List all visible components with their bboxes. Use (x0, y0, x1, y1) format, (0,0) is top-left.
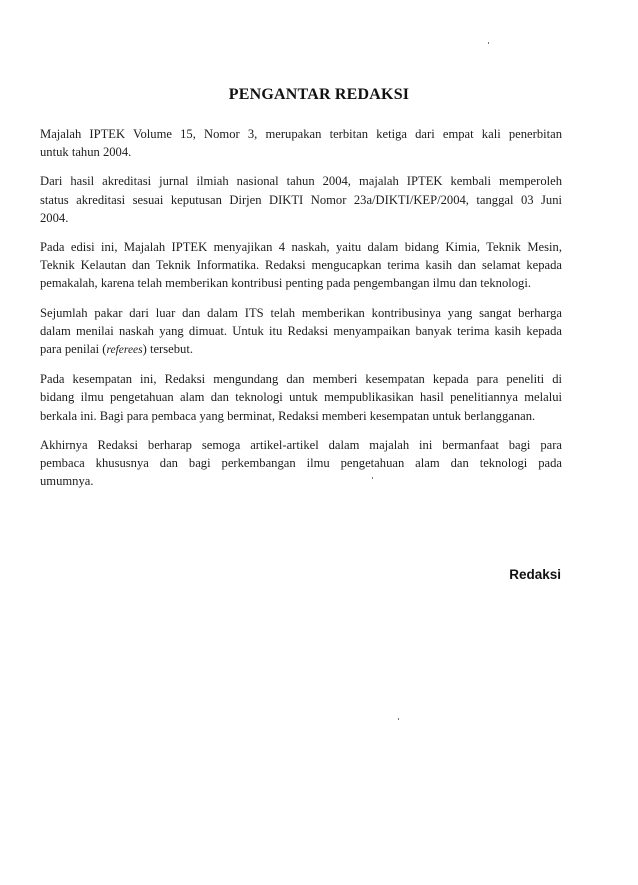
paragraph-line: umumnya. (40, 474, 94, 489)
paragraph-line: berkala ini. Bagi para pembaca yang berminat, Redaksi memberi kesempatan untuk berlangganan. (40, 408, 536, 423)
paragraph-line: Sejumlah pakar dari luar dan dalam ITS telah memberikan kontribusinya yang sangat berharga (40, 305, 562, 320)
paragraph-line: Pada edisi ini, Majalah IPTEK menyajikan 4 naskah, yaitu dalam bidang Kimia, Teknik Mesin, (40, 240, 562, 255)
scan-speck (398, 718, 399, 720)
referees-emphasis: referees (106, 344, 143, 357)
paragraph-line: pemakalah, karena telah memberikan kontribusi penting pada pengembangan ilmu dan teknologi. (40, 276, 532, 291)
paragraph-line: Akhirnya Redaksi berharap semoga artikel-artikel dalam majalah ini bermanfaat bagi para (40, 437, 562, 452)
scan-speck (488, 42, 489, 44)
paragraph-line (40, 340, 562, 359)
paragraph-line: untuk tahun 2004. (40, 145, 132, 160)
paragraph (40, 370, 562, 425)
paragraph (40, 125, 562, 161)
paragraph-line: Dari hasil akreditasi jurnal ilmiah nasional tahun 2004, majalah IPTEK kembali memperoleh (40, 174, 562, 189)
line-text: ) tersebut. (142, 342, 193, 357)
signature: Redaksi (509, 567, 561, 582)
page-title: PENGANTAR REDAKSI (228, 86, 410, 103)
paragraph-line: pembaca khususnya dan bagi perkembangan ilmu pengetahuan alam dan teknologi pada (40, 456, 562, 471)
document-body (40, 125, 562, 501)
paragraph-line: Majalah IPTEK Volume 15, Nomor 3, merupakan terbitan ketiga dari empat kali penerbitan (40, 127, 562, 141)
paragraph (40, 238, 562, 293)
paragraph-line: Teknik Kelautan dan Teknik Informatika. Redaksi mengucapkan terima kasih dan selamat kepada (40, 258, 562, 273)
paragraph-line: status akreditasi sesuai keputusan Dirjen DIKTI Nomor 23a/DIKTI/KEP/2004, tanggal 03 Juni (40, 192, 562, 207)
line-text: para penilai ( (40, 342, 107, 357)
paragraph-line: bidang ilmu pengetahuan alam dan teknologi untuk mempublikasikan hasil penelitiannya melalui (40, 390, 562, 405)
paragraph (40, 436, 562, 491)
scan-speck (372, 477, 373, 479)
paragraph (40, 172, 562, 227)
paragraph-line: dalam menilai naskah yang dimuat. Untuk itu Redaksi menyampaikan banyak terima kasih kepada (40, 323, 562, 338)
paragraph-line: Pada kesempatan ini, Redaksi mengundang dan memberi kesempatan kepada para peneliti di (40, 372, 562, 387)
paragraph (40, 304, 562, 360)
paragraph-line: 2004. (40, 210, 69, 225)
